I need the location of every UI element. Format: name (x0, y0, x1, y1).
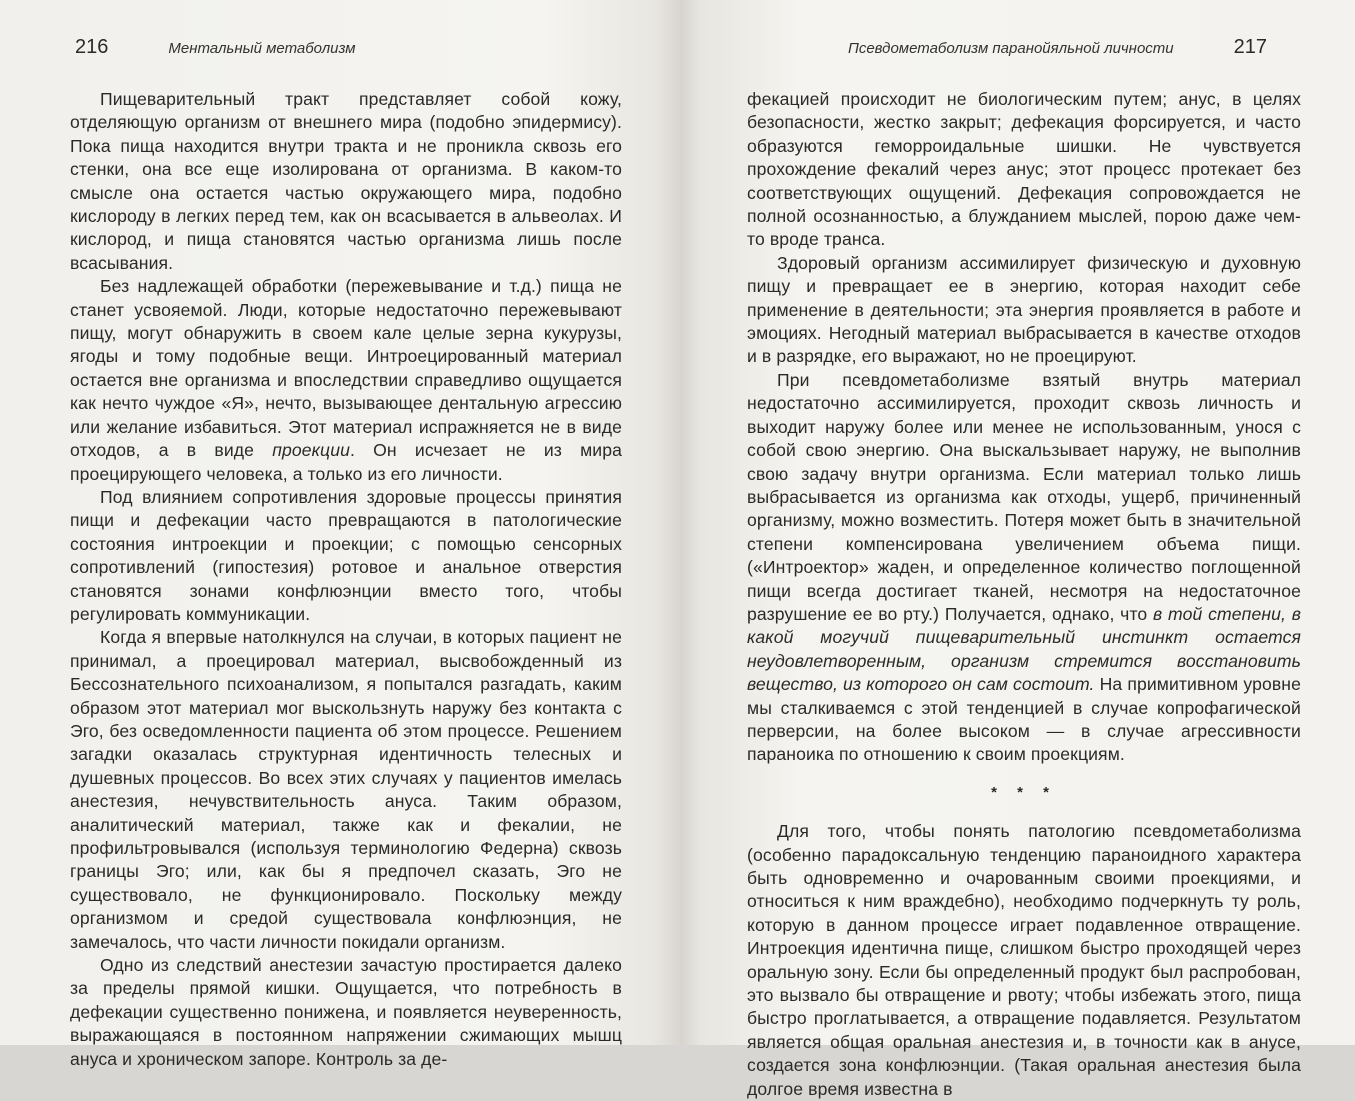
paragraph: Здоровый организм ассимилирует физическую и духовную пищу и превращает ее в энергию, которая находит себе применение в деятельности; эта энергия проявляется в работе и эмоциях. Негодный материал выбрасывается в качестве отходов и в разрядке, его выражают, но не проецируют. (747, 252, 1301, 367)
right-page-header (848, 36, 1267, 66)
page-number: 217 (1233, 36, 1267, 58)
running-head: Ментальный метаболизм (168, 40, 356, 57)
paragraph: Пищеварительный тракт представляет собой кожу, отделяющую организм от внешнего мира (подобно эпидермису). Пока пища находится внутри тракта и не проникла сквозь его стенки, она все еще изолирована от организма. В каком-то смысле она остается частью окружающего мира, подобно кислороду в легких перед тем, как он всасывается в альвеолах. И кислород, и пища становятся частью организма лишь после всасывания. (70, 89, 622, 273)
right-page-body (747, 88, 1301, 1101)
paragraph: Под влиянием сопротивления здоровые процессы принятия пищи и дефекации часто превращаются в патологические состояния интроекции и проекции; с помощью сенсорных сопротивлений (гипостезия) ротовое и анальное отверстия становятся зонами конфлюэнции вместо того, чтобы регулировать коммуникации. (70, 486, 622, 624)
paragraph: Для того, чтобы понять патологию псевдометаболизма (особенно парадоксальную тенденцию параноидного характера быть одновременно и очарованным своими проекциями, и относиться к ним враждебно), необходимо подчеркнуть ту роль, которую в данном процессе играет подавленное отвращение. Интроекция идентична пище, слишком быстро проходящей через оральную зону. Если бы определенный продукт был распробован, это вызвало бы отвращение и рвоту; чтобы избежать этого, пища быстро проглатывается, а отвращение подавляется. Результатом является общая оральная анестезия и, в точности как в анусе, создается зона конфлюэнции. (Такая оральная анестезия была долгое время известна в (747, 821, 1301, 1099)
paragraph: фекацией происходит не биологическим путем; анус, в целях безопасности, жестко закрыт; дефекация форсируется, и часто образуются геморроидальные шишки. Не чувствуется прохождение фекалий через анус; этот процесс протекает без соответствующих ощущений. Дефекация сопровождается не полной осознанностью, а блужданием мыслей, порою даже чем-то вроде транса. (747, 89, 1301, 250)
emphasis: проекции (272, 440, 350, 461)
left-page (0, 0, 680, 1069)
right-page (680, 0, 1355, 1099)
paragraph (747, 369, 1301, 767)
paragraph: Когда я впервые натолкнулся на случаи, в которых пациент не принимал, а проецировал материал, высвобожденный из Бессознательного психоанализом, я попытался разгадать, каким образом этот материал мог выскользнуть наружу без контакта с Эго, без осведомленности пациента об этом процессе. Решением загадки оказалась структурная идентичность телесных и душевных процессов. Во всех этих случаях у пациентов имелась анестезия, нечувствительность ануса. Таким образом, аналитический материал, также как и фекалии, не профильтровывался (используя терминологию Федерна) сквозь границы Эго; или, как бы я предпочел сказать, Эго не существовало, не функционировало. Поскольку между организмом и средой существовала конфлюэнция, не замечалось, что части личности покидали организм. (70, 627, 622, 952)
paragraph-text: Без надлежащей обработки (пережевывание и т.д.) пища не станет усвояемой. Люди, которые недостаточно пережевывают пищу, могут обнаружить в своем кале целые зерна кукурузы, ягоды и тому подобные вещи. Интроецированный материал остается вне организма и впоследствии справедливо ощущается как нечто чуждое «Я», нечто, вызывающее дентальную агрессию или желание избавиться. Этот материал испражняется не в виде отходов, а в виде (70, 276, 622, 461)
running-head: Псевдометаболизм паранойяльной личности (847, 40, 1174, 57)
emphasis: в той степени, в какой могучий пищеварительный инстинкт остается неудовлетворенным, организм стремится восстановить вещество, из которого он сам состоит. (747, 603, 1301, 695)
paragraph (70, 275, 622, 486)
left-page-body (70, 88, 622, 1071)
paragraph-text: . Он исчезает не из мира проецирующего человека, а только из его личности. (70, 440, 622, 484)
paragraph-text: При псевдометаболизме взятый внутрь материал недостаточно ассимилируется, проходит сквозь личность и выходит наружу более или менее не использованным, унося с собой свою энергию. Она выскальзывает наружу, не выполнив свою задачу внутри организма. Если материал только лишь выбрасывается из организма как отходы, ущерб, причиненный организму, можно возместить. Потеря может быть в значительной степени компенсирована увеличением объема пищи. («Интроектор» жаден, и определенное количество поглощенной пищи всегда достигает тканей, несмотря на недостаточное разрушение ее во рту.) Получается, однако, что (747, 369, 1301, 624)
paragraph: Одно из следствий анестезии зачастую простирается далеко за пределы прямой кишки. Ощущается, что потребность в дефекации существенно понижена, и появляется неуверенность, выражающаяся в постоянном напряжении сжимающих мышц ануса и хроническом запоре. Контроль за де- (70, 955, 622, 1069)
page-number: 216 (75, 36, 109, 58)
left-page-header (75, 36, 356, 66)
paragraph-text: На примитивном уровне мы сталкиваемся с этой тенденцией в случае копрофагической перверсии, на более высоком — в случае агрессивности параноика по отношению к своим проекциям. (747, 674, 1301, 765)
section-separator: * * * (991, 783, 1057, 801)
